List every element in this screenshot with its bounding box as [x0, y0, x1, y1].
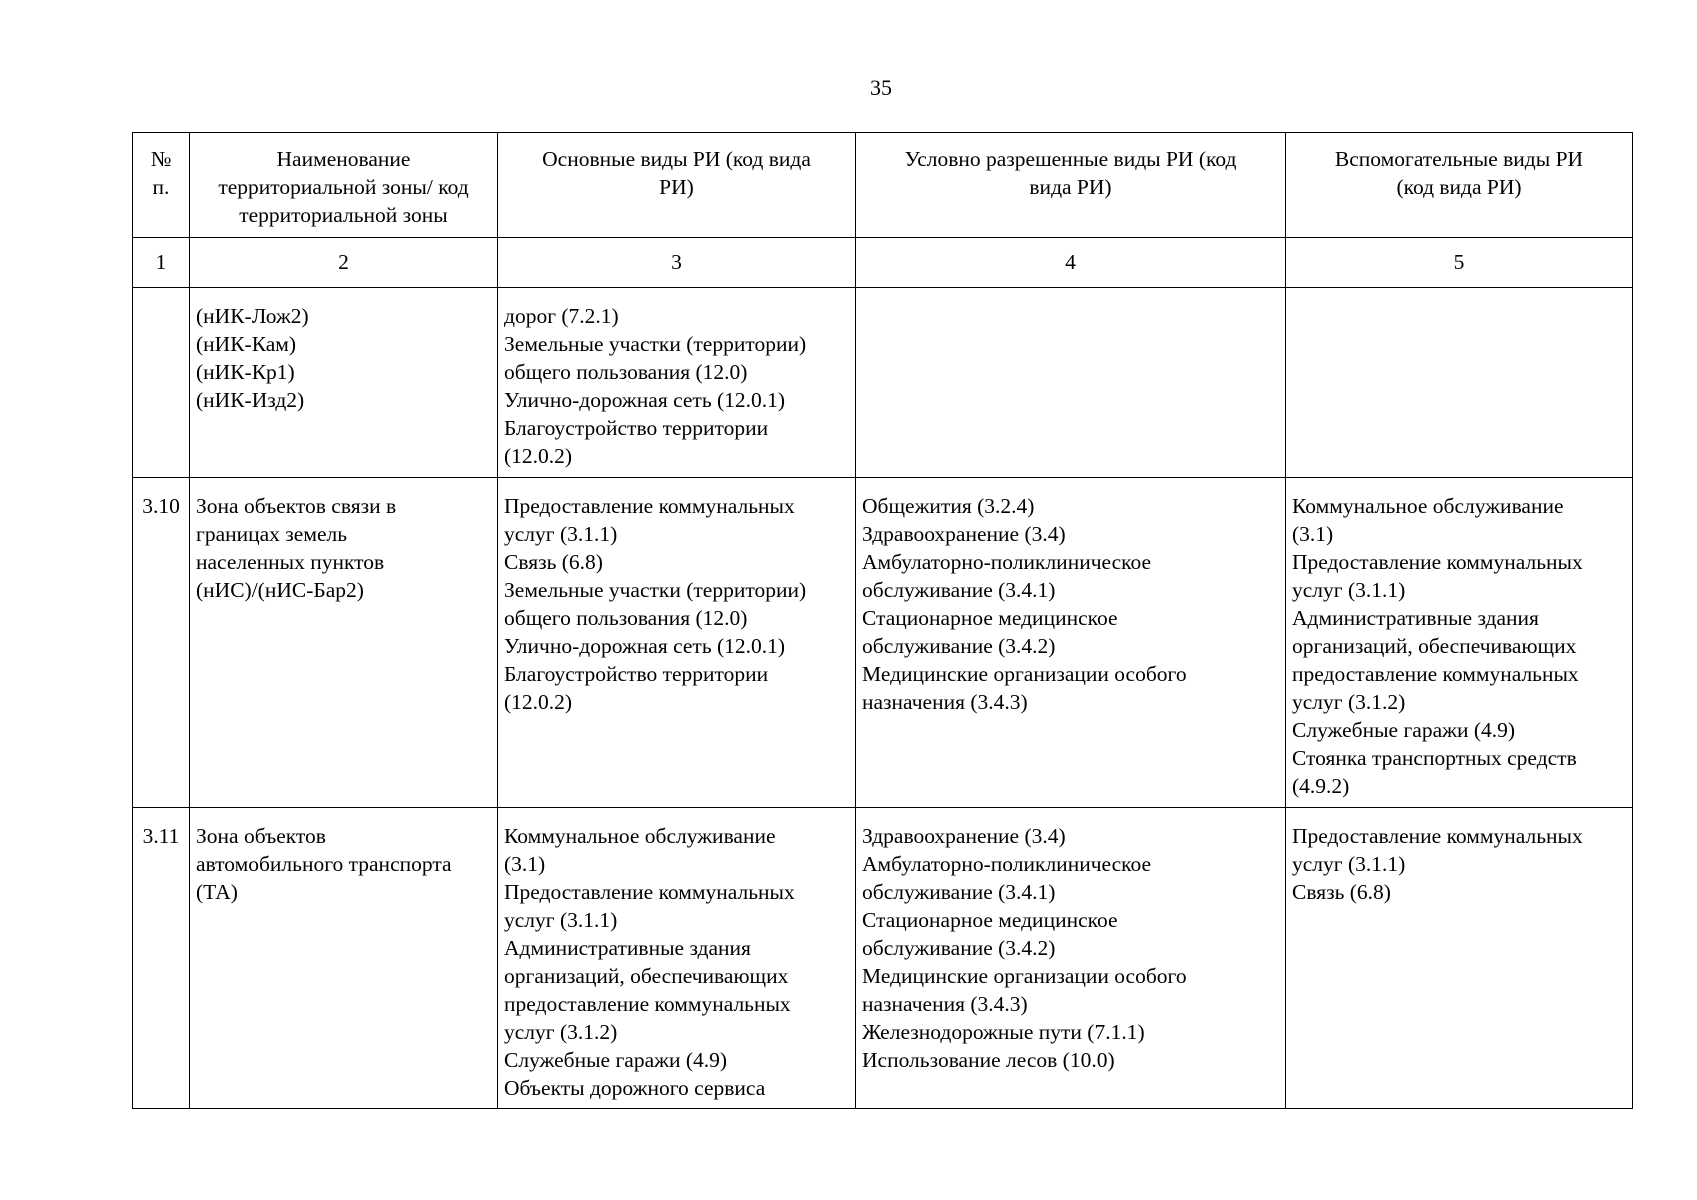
- cell-text-line: услуг (3.1.1): [1292, 578, 1406, 602]
- cell-text-line: (нИК-Кам): [196, 332, 297, 356]
- cell-text-line: Улично-дорожная сеть (12.0.1): [504, 388, 786, 412]
- cell-text-line: (нИК-Лож2): [196, 304, 309, 328]
- main-uses-cell: [498, 478, 856, 808]
- cell-text-line: Медицинские организации особого: [862, 662, 1187, 686]
- cell-text-line: (ТА): [196, 880, 238, 904]
- row-number: 3.10: [133, 478, 190, 808]
- header-cell: [856, 133, 1286, 238]
- cell-text-line: Предоставление коммунальных: [504, 880, 795, 904]
- cell-text-line: Общежития (3.2.4): [862, 494, 1035, 518]
- cell-text-line: Связь (6.8): [1292, 880, 1391, 904]
- cell-text-line: услуг (3.1.2): [504, 1020, 618, 1044]
- cell-text-line: Административные здания: [1292, 606, 1539, 630]
- cell-text-line: территориальной зоны/ код: [218, 175, 469, 199]
- cell-text-line: Предоставление коммунальных: [1292, 824, 1583, 848]
- table-row: [133, 808, 1633, 1109]
- cell-text-line: Коммунальное обслуживание: [1292, 494, 1564, 518]
- cell-text-line: организаций, обеспечивающих: [504, 964, 789, 988]
- cell-text-line: Условно разрешенные виды РИ (код: [904, 147, 1237, 171]
- zone-name-cell: [190, 808, 498, 1109]
- cell-text-line: Основные виды РИ (код вида: [542, 147, 811, 171]
- cell-text-line: Служебные гаражи (4.9): [1292, 718, 1516, 742]
- cell-text-line: территориальной зоны: [239, 203, 448, 227]
- cell-text-line: назначения (3.4.3): [862, 690, 1028, 714]
- cell-text-line: (3.1): [504, 852, 546, 876]
- cell-text-line: Улично-дорожная сеть (12.0.1): [504, 634, 786, 658]
- conditional-uses-cell: [856, 478, 1286, 808]
- cell-text-line: Предоставление коммунальных: [1292, 550, 1583, 574]
- cell-text-line: дорог (7.2.1): [504, 304, 619, 328]
- auxiliary-uses-cell: [1286, 808, 1633, 1109]
- header-cell: [133, 133, 190, 238]
- zone-name-cell: [190, 288, 498, 478]
- cell-text-line: организаций, обеспечивающих: [1292, 634, 1577, 658]
- cell-text-line: Благоустройство территории: [504, 662, 769, 686]
- cell-text-line: обслуживание (3.4.1): [862, 578, 1056, 602]
- cell-text-line: Амбулаторно-поликлиническое: [862, 852, 1152, 876]
- row-number: 3.11: [133, 808, 190, 1109]
- cell-text-line: (нИС)/(нИС-Бар2): [196, 578, 364, 602]
- cell-text-line: Здравоохранение (3.4): [862, 824, 1066, 848]
- main-uses-cell: [498, 808, 856, 1109]
- cell-text-line: Земельные участки (территории): [504, 332, 807, 356]
- table-row: [133, 478, 1633, 808]
- cell-text-line: Медицинские организации особого: [862, 964, 1187, 988]
- cell-text-line: РИ): [659, 175, 694, 199]
- cell-text-line: услуг (3.1.1): [504, 908, 618, 932]
- cell-text-line: Использование лесов (10.0): [862, 1048, 1115, 1072]
- header-cell: [498, 133, 856, 238]
- cell-text-line: Амбулаторно-поликлиническое: [862, 550, 1152, 574]
- table-header-row: [133, 133, 1633, 238]
- column-number-row: [133, 238, 1633, 288]
- cell-text-line: п.: [152, 175, 170, 199]
- cell-text-line: общего пользования (12.0): [504, 360, 748, 384]
- cell-text-line: Земельные участки (территории): [504, 578, 807, 602]
- header-cell: [190, 133, 498, 238]
- cell-text-line: границах земель: [196, 522, 348, 546]
- cell-text-line: Стационарное медицинское: [862, 606, 1118, 630]
- table-row: [133, 288, 1633, 478]
- cell-text-line: (нИК-Изд2): [196, 388, 305, 412]
- cell-text-line: Предоставление коммунальных: [504, 494, 795, 518]
- cell-text-line: Вспомогательные виды РИ: [1334, 147, 1584, 171]
- cell-text-line: Коммунальное обслуживание: [504, 824, 776, 848]
- cell-text-line: обслуживание (3.4.2): [862, 634, 1056, 658]
- auxiliary-uses-cell: [1286, 288, 1633, 478]
- cell-text-line: обслуживание (3.4.1): [862, 880, 1056, 904]
- cell-text-line: Стационарное медицинское: [862, 908, 1118, 932]
- cell-text-line: (4.9.2): [1292, 774, 1350, 798]
- land-use-table: [132, 132, 1633, 1109]
- cell-text-line: Связь (6.8): [504, 550, 603, 574]
- cell-text-line: предоставление коммунальных: [1292, 662, 1579, 686]
- cell-text-line: услуг (3.1.2): [1292, 690, 1406, 714]
- cell-text-line: №: [150, 147, 172, 171]
- cell-text-line: Благоустройство территории: [504, 416, 769, 440]
- header-cell: [1286, 133, 1633, 238]
- cell-text-line: Наименование: [276, 147, 411, 171]
- cell-text-line: Служебные гаражи (4.9): [504, 1048, 728, 1072]
- cell-text-line: назначения (3.4.3): [862, 992, 1028, 1016]
- cell-text-line: Здравоохранение (3.4): [862, 522, 1066, 546]
- cell-text-line: (12.0.2): [504, 690, 573, 714]
- conditional-uses-cell: [856, 808, 1286, 1109]
- cell-text-line: (нИК-Кр1): [196, 360, 295, 384]
- cell-text-line: автомобильного транспорта: [196, 852, 452, 876]
- cell-text-line: Административные здания: [504, 936, 751, 960]
- cell-text-line: (код вида РИ): [1396, 175, 1522, 199]
- cell-text-line: вида РИ): [1029, 175, 1112, 199]
- column-number: 5: [1286, 238, 1633, 288]
- cell-text-line: обслуживание (3.4.2): [862, 936, 1056, 960]
- column-number: 3: [498, 238, 856, 288]
- cell-text-line: Стоянка транспортных средств: [1292, 746, 1577, 770]
- cell-text-line: населенных пунктов: [196, 550, 385, 574]
- cell-text-line: услуг (3.1.1): [504, 522, 618, 546]
- main-uses-cell: [498, 288, 856, 478]
- cell-text-line: (12.0.2): [504, 444, 573, 468]
- row-number: [133, 288, 190, 478]
- column-number: 4: [856, 238, 1286, 288]
- cell-text-line: Железнодорожные пути (7.1.1): [862, 1020, 1145, 1044]
- conditional-uses-cell: [856, 288, 1286, 478]
- cell-text-line: общего пользования (12.0): [504, 606, 748, 630]
- cell-text-line: Объекты дорожного сервиса: [504, 1076, 766, 1100]
- column-number: 1: [133, 238, 190, 288]
- column-number: 2: [190, 238, 498, 288]
- auxiliary-uses-cell: [1286, 478, 1633, 808]
- cell-text-line: (3.1): [1292, 522, 1334, 546]
- zone-name-cell: [190, 478, 498, 808]
- cell-text-line: предоставление коммунальных: [504, 992, 791, 1016]
- page-number: 35: [870, 75, 892, 100]
- cell-text-line: Зона объектов: [196, 824, 326, 848]
- cell-text-line: услуг (3.1.1): [1292, 852, 1406, 876]
- cell-text-line: Зона объектов связи в: [196, 494, 397, 518]
